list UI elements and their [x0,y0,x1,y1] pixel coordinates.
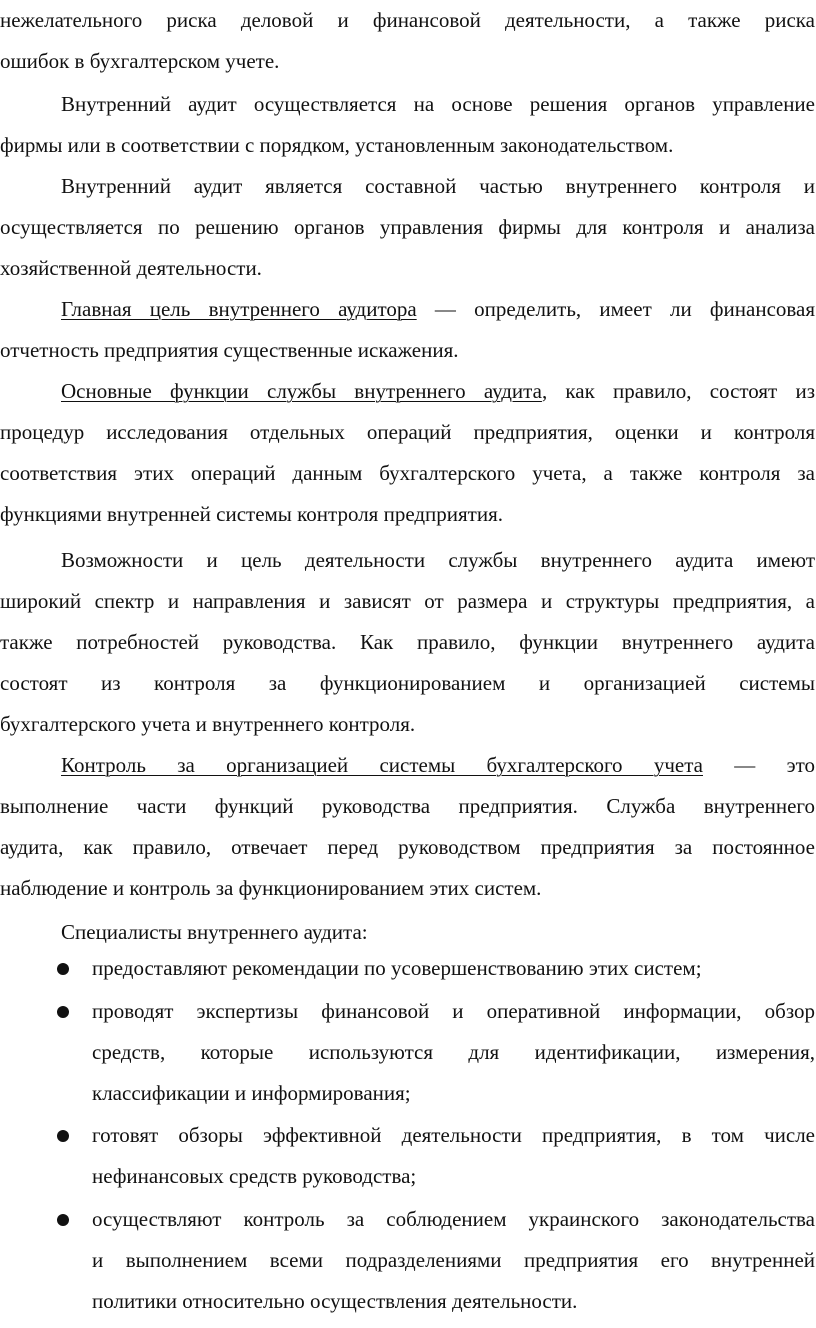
bullet-3-icon [57,1130,69,1142]
paragraph-3-line-2: осуществляется по решению органов управления фирмы для контроля и анализа [0,215,815,239]
bullet-1-line-1: предоставляют рекомендации по усовершенствованию этих систем; [92,956,702,980]
underlined-term-main-functions: Основные функции службы внутреннего аудита [61,379,542,403]
underlined-term-main-goal: Главная цель внутреннего аудитора [61,297,417,321]
paragraph-7-line-1 [61,745,815,787]
paragraph-7-line-3: аудита, как правило, отвечает перед руководством предприятия за постоянное [0,835,815,859]
bullet-4-icon [57,1214,69,1226]
paragraph-1-line-1: нежелательного риска деловой и финансовой деятельности, а также риска [0,8,815,32]
bullet-3-line-2: нефинансовых средств руководства; [92,1164,417,1188]
bullet-1-icon [57,963,69,975]
paragraph-7-line-4: наблюдение и контроль за функционированием этих систем. [0,876,542,900]
paragraph-5-line-1 [61,371,815,413]
paragraph-5-line-2: процедур исследования отдельных операций предприятия, оценки и контроля [0,420,815,444]
paragraph-4-line-2: отчетность предприятия существенные искажения. [0,338,459,362]
underlined-term-accounting-control: Контроль за организацией системы бухгалтерского учета [61,753,703,777]
paragraph-6-line-1: Возможности и цель деятельности службы внутреннего аудита имеют [61,548,815,572]
paragraph-6-line-2: широкий спектр и направления и зависят от размера и структуры предприятия, а [0,589,815,613]
paragraph-2-line-2: фирмы или в соответствии с порядком, установленным законодательством. [0,133,674,157]
bullet-2-line-1: проводят экспертизы финансовой и оперативной информации, обзор [92,999,815,1023]
bullet-4-line-3: политики относительно осуществления деятельности. [92,1289,578,1313]
paragraph-4-line-1 [61,289,815,331]
paragraph-3-line-3: хозяйственной деятельности. [0,256,262,280]
paragraph-6-line-5: бухгалтерского учета и внутреннего контроля. [0,712,416,736]
bullet-2-icon [57,1006,69,1018]
paragraph-6-line-4: состоят из контроля за функционированием и организацией системы [0,671,815,695]
paragraph-5-line-1-rest: , как правило, состоят из [541,379,815,403]
paragraph-3-line-1: Внутренний аудит является составной частью внутреннего контроля и [61,174,815,198]
bullet-2-line-2: средств, которые используются для идентификации, измерения, [92,1040,815,1064]
bullet-4-line-2: и выполнением всеми подразделениями предприятия его внутренней [92,1248,815,1272]
paragraph-7-line-1-rest: — это [702,753,815,777]
paragraph-4-line-1-rest: — определить, имеет ли финансовая [416,297,816,321]
bullet-2-line-3: классификации и информирования; [92,1081,411,1105]
bullet-4-line-1: осуществляют контроль за соблюдением украинского законодательства [92,1207,815,1231]
paragraph-8-line-1: Специалисты внутреннего аудита: [61,920,368,944]
paragraph-1-line-2: ошибок в бухгалтерском учете. [0,49,280,73]
paragraph-5-line-4: функциями внутренней системы контроля предприятия. [0,502,504,526]
paragraph-2-line-1: Внутренний аудит осуществляется на основе решения органов управление [61,92,815,116]
paragraph-6-line-3: также потребностей руководства. Как правило, функции внутреннего аудита [0,630,815,654]
paragraph-5-line-3: соответствия этих операций данным бухгалтерского учета, а также контроля за [0,461,815,485]
bullet-3-line-1: готовят обзоры эффективной деятельности предприятия, в том числе [92,1123,815,1147]
paragraph-7-line-2: выполнение части функций руководства предприятия. Служба внутреннего [0,794,815,818]
